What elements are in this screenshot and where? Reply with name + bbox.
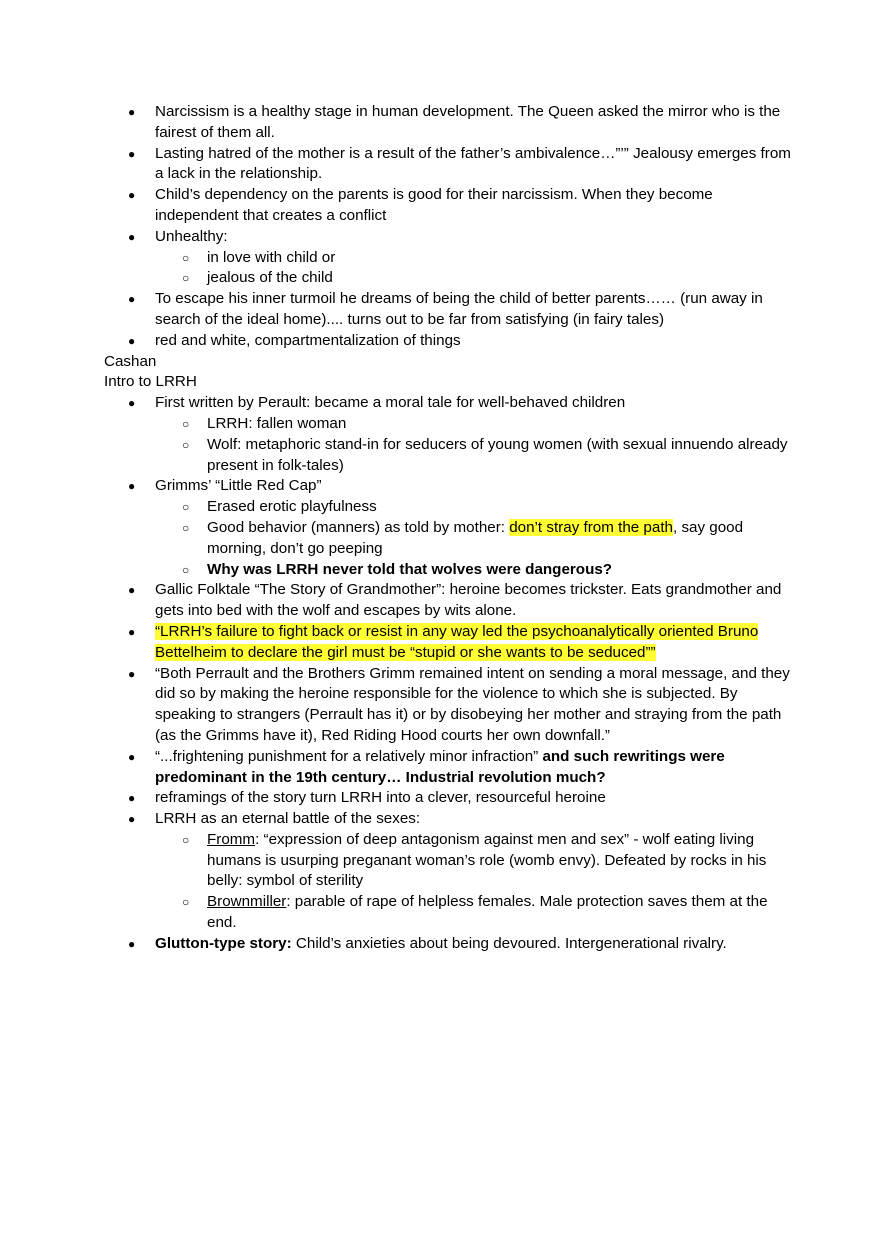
list-item [104,809,794,934]
document-page [104,102,794,955]
list-item: ● Child’s dependency on the parents is good for their narcissism. When they become independent that creates a conflict [104,185,794,227]
text-span: “...frightening punishment for a relatively minor infraction” [155,747,543,765]
list-item-text: Grimms’ “Little Red Cap” [155,477,322,495]
notes-list-b [104,393,794,955]
text-span: : parable of rape of helpless females. Male protection saves them at the end. [207,893,768,932]
list-item: ● Lasting hatred of the mother is a result of the father’s ambivalence…”’” Jealousy emerges from a lack in the relationship. [104,144,794,186]
sublist-item: ○ LRRH: fallen woman [155,414,794,435]
sublist-item: ○ Wolf: metaphoric stand-in for seducers of young women (with sexual innuendo already present in folk-tales) [155,435,794,477]
list-item: ● Gallic Folktale “The Story of Grandmother”: heroine becomes trickster. Eats grandmother and gets into bed with the wolf and escapes by wits alone. [104,580,794,622]
highlighted-text: don’t stray from the path [509,518,673,536]
text-span: , say good morning, don’t go peeping [207,518,744,557]
list-item [104,476,794,580]
list-item [104,227,794,289]
sublist-item [155,518,794,560]
sublist [155,497,794,580]
sublist [155,414,794,476]
notes-list-a [104,102,794,352]
list-item-text: First written by Perault: became a moral tale for well-behaved children [155,394,626,412]
sublist-item: ○ jealous of the child [155,268,794,289]
text-span: Good behavior (manners) as told by mother: [207,518,510,536]
bold-question: Why was LRRH never told that wolves were dangerous? [207,560,613,578]
list-item [104,393,794,476]
list-item: ● red and white, compartmentalization of things [104,331,794,352]
sublist-item [155,830,794,892]
list-item-text: LRRH as an eternal battle of the sexes: [155,810,421,828]
sublist [155,830,794,934]
text-span: Child’s anxieties about being devoured. Intergenerational rivalry. [291,934,727,952]
heading-cashan: Cashan [104,352,157,370]
list-item [104,747,794,789]
list-item-text: Unhealthy: [155,227,228,245]
underlined-name: Brownmiller [207,893,287,911]
highlighted-text: “LRRH’s failure to fight back or resist in any way led the psychoanalytically oriented Bruno Bettelheim to declare the girl must be “stupid or she wants to be seduced”” [155,622,759,661]
bold-text: Glutton-type story: [155,934,292,952]
sublist-item: ○ in love with child or [155,248,794,269]
underlined-name: Fromm [207,830,256,848]
list-item: ● Narcissism is a healthy stage in human development. The Queen asked the mirror who is the fairest of them all. [104,102,794,144]
list-item: ● “Both Perrault and the Brothers Grimm remained intent on sending a moral message, and they did so by making the heroine responsible for the violence to which she is subjected. By speaking to strangers (Perrault has it) or by disobeying her mother and straying from the path (as the Grimms have it), Red Riding Hood courts her own downfall.” [104,664,794,747]
sublist-item: ○ Erased erotic playfulness [155,497,794,518]
sublist [155,248,794,290]
list-item-highlighted [104,622,794,664]
text-span: : “expression of deep antagonism against men and sex” - wolf eating living humans is usurping preganant woman’s role (womb envy). Defeated by rocks in his belly: symbol of sterility [207,830,767,890]
list-item [104,934,794,955]
bold-text: and such rewritings were predominant in the 19th century… Industrial revolution much? [155,747,725,786]
sublist-item [155,560,794,581]
sublist-item [155,892,794,934]
list-item: ● reframings of the story turn LRRH into a clever, resourceful heroine [104,788,794,809]
heading-intro: Intro to LRRH [104,373,197,391]
list-item: ● To escape his inner turmoil he dreams of being the child of better parents…… (run away in search of the ideal home).... turns out to be far from satisfying (in fairy tales) [104,289,794,331]
